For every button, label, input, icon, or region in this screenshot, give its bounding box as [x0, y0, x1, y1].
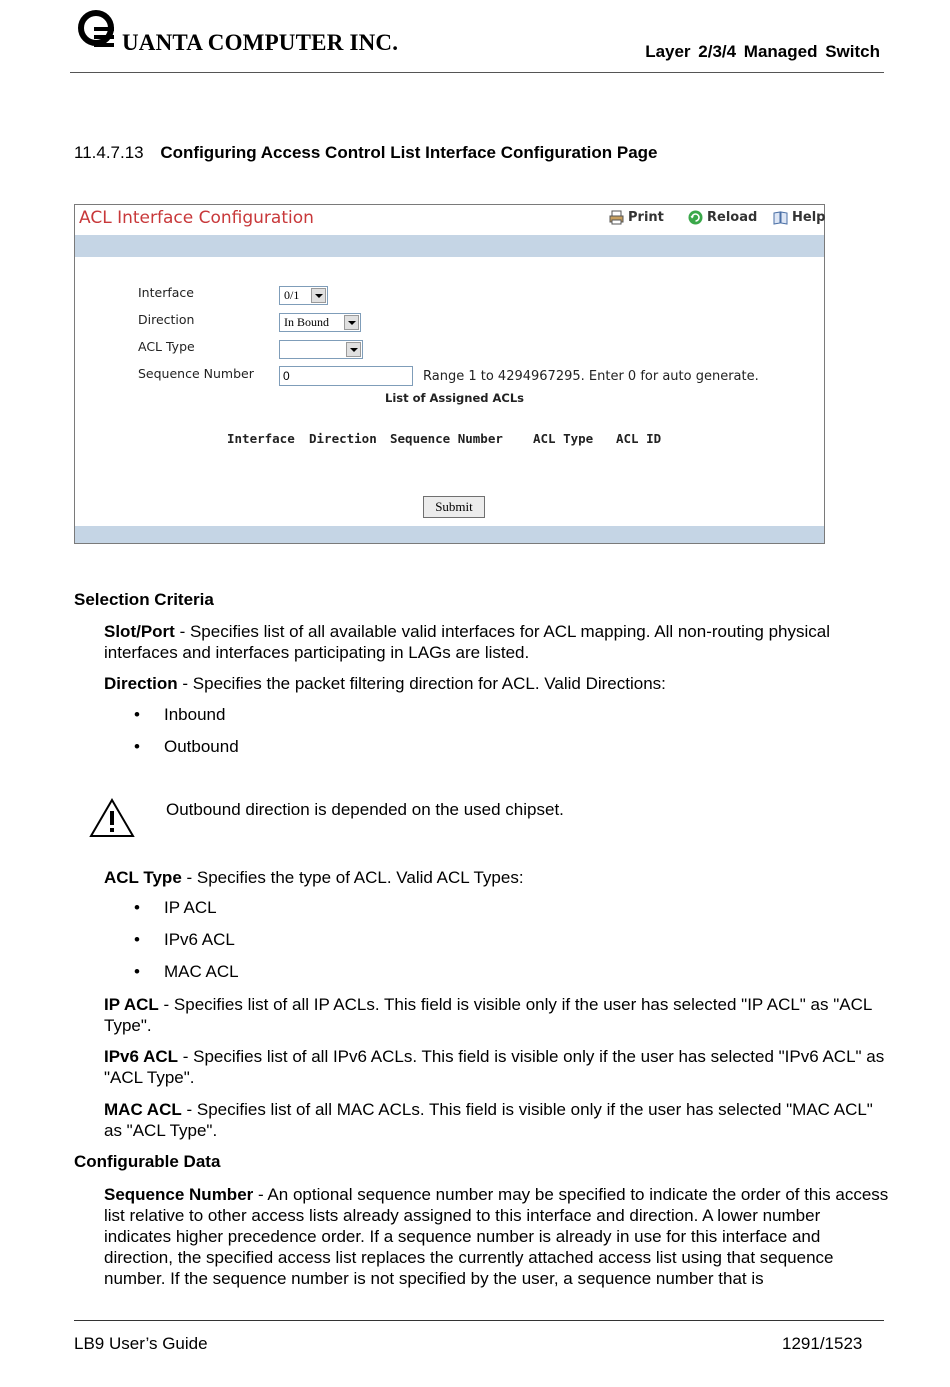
print-label: Print — [628, 210, 664, 225]
mac-acl-term: MAC ACL — [104, 1100, 182, 1119]
chevron-down-icon[interactable] — [346, 342, 361, 357]
sequence-number-input[interactable]: 0 — [279, 366, 413, 386]
reload-icon — [688, 210, 703, 225]
direction-description — [104, 673, 889, 694]
sequence-number-description — [104, 1184, 889, 1289]
acl-type-label: ACL Type — [138, 339, 195, 354]
submit-button[interactable]: Submit — [423, 496, 485, 518]
chevron-down-icon[interactable] — [311, 288, 326, 303]
acl-type-term: ACL Type — [104, 868, 182, 887]
assigned-acls-title: List of Assigned ACLs — [385, 391, 525, 405]
section-number: 11.4.7.13 — [74, 143, 144, 162]
column-header-acl-id: ACL ID — [616, 431, 662, 446]
ip-acl-text: - Specifies list of all IP ACLs. This field is visible only if the user has selected "IP ACL" as "ACL Type". — [104, 995, 872, 1035]
acl-type-text: - Specifies the type of ACL. Valid ACL Types: — [181, 868, 524, 887]
footer-divider — [74, 1320, 884, 1321]
slot-port-description — [104, 621, 889, 663]
help-label: Help — [792, 210, 826, 225]
sequence-number-text: - An optional sequence number may be specified to indicate the order of this access list relative to other access lists already assigned to this interface and direction. A lower number indicates higher precedence order. If a sequence number is already in use for this interface and direction, the specified access list replaces the currently attached access list using that sequence number. If the sequence number is not specified by the user, a sequence number that is — [104, 1185, 889, 1288]
chevron-down-icon[interactable] — [344, 315, 359, 330]
ip-acl-term: IP ACL — [104, 995, 159, 1014]
reload-label: Reload — [707, 210, 758, 225]
direction-select[interactable] — [279, 313, 361, 332]
direction-term: Direction — [104, 674, 178, 693]
panel-header-band — [75, 235, 824, 257]
sequence-number-term: Sequence Number — [104, 1185, 254, 1204]
ip-acl-description — [104, 994, 889, 1036]
reload-button[interactable] — [688, 210, 757, 225]
product-name: Layer 2/3/4 Managed Switch — [645, 42, 880, 61]
help-book-icon — [773, 210, 788, 225]
panel-title: ACL Interface Configuration — [79, 208, 314, 228]
section-heading: Configuring Access Control List Interface Configuration Page — [160, 143, 658, 162]
direction-select-value: In Bound — [284, 315, 329, 329]
panel-footer-band — [75, 526, 824, 543]
footer-page-number: 1291/1523 — [782, 1334, 863, 1353]
selection-criteria-heading: Selection Criteria — [74, 590, 214, 609]
list-item: • Outbound — [134, 737, 239, 756]
print-button[interactable] — [609, 210, 664, 225]
warning-triangle-icon — [88, 797, 136, 839]
help-button[interactable] — [773, 210, 825, 225]
interface-select[interactable] — [279, 286, 328, 305]
column-header-sequence-number: Sequence Number — [390, 431, 503, 446]
mac-acl-text: - Specifies list of all MAC ACLs. This field is visible only if the user has selected "MAC ACL" as "ACL Type". — [104, 1100, 873, 1140]
header-divider — [70, 72, 884, 73]
list-item: • IP ACL — [134, 898, 217, 917]
printer-icon — [609, 210, 624, 225]
interface-select-value: 0/1 — [284, 288, 300, 302]
slot-port-text: - Specifies list of all available valid interfaces for ACL mapping. All non-routing physical interfaces and interfaces participating in LAGs are listed. — [104, 622, 830, 662]
ipv6-acl-term: IPv6 ACL — [104, 1047, 179, 1066]
direction-text: - Specifies the packet filtering direction for ACL. Valid Directions: — [177, 674, 666, 693]
outbound-chipset-note: Outbound direction is depended on the used chipset. — [166, 800, 564, 819]
column-header-acl-type: ACL Type — [533, 431, 594, 446]
list-item: • Inbound — [134, 705, 226, 724]
column-header-direction: Direction — [309, 431, 377, 446]
list-item: • MAC ACL — [134, 962, 239, 981]
acl-interface-config-panel — [74, 204, 825, 544]
section-title — [74, 143, 658, 163]
company-logo-q-icon — [76, 8, 116, 54]
configurable-data-heading: Configurable Data — [74, 1152, 221, 1171]
mac-acl-description — [104, 1099, 889, 1141]
footer-guide-title: LB9 User’s Guide — [74, 1334, 208, 1353]
acl-type-select[interactable] — [279, 340, 363, 359]
ipv6-acl-text: - Specifies list of all IPv6 ACLs. This field is visible only if the user has selected "IPv6 ACL" as "ACL Type". — [104, 1047, 885, 1087]
slot-port-term: Slot/Port — [104, 622, 175, 641]
acl-type-description — [104, 867, 889, 888]
interface-label: Interface — [138, 285, 194, 300]
sequence-number-label: Sequence Number — [138, 366, 254, 381]
column-header-interface: Interface — [227, 431, 295, 446]
list-item: • IPv6 ACL — [134, 930, 235, 949]
direction-label: Direction — [138, 312, 195, 327]
sequence-number-range-hint: Range 1 to 4294967295. Enter 0 for auto generate. — [423, 369, 759, 384]
company-name: UANTA COMPUTER INC. — [122, 30, 399, 55]
ipv6-acl-description — [104, 1046, 889, 1088]
